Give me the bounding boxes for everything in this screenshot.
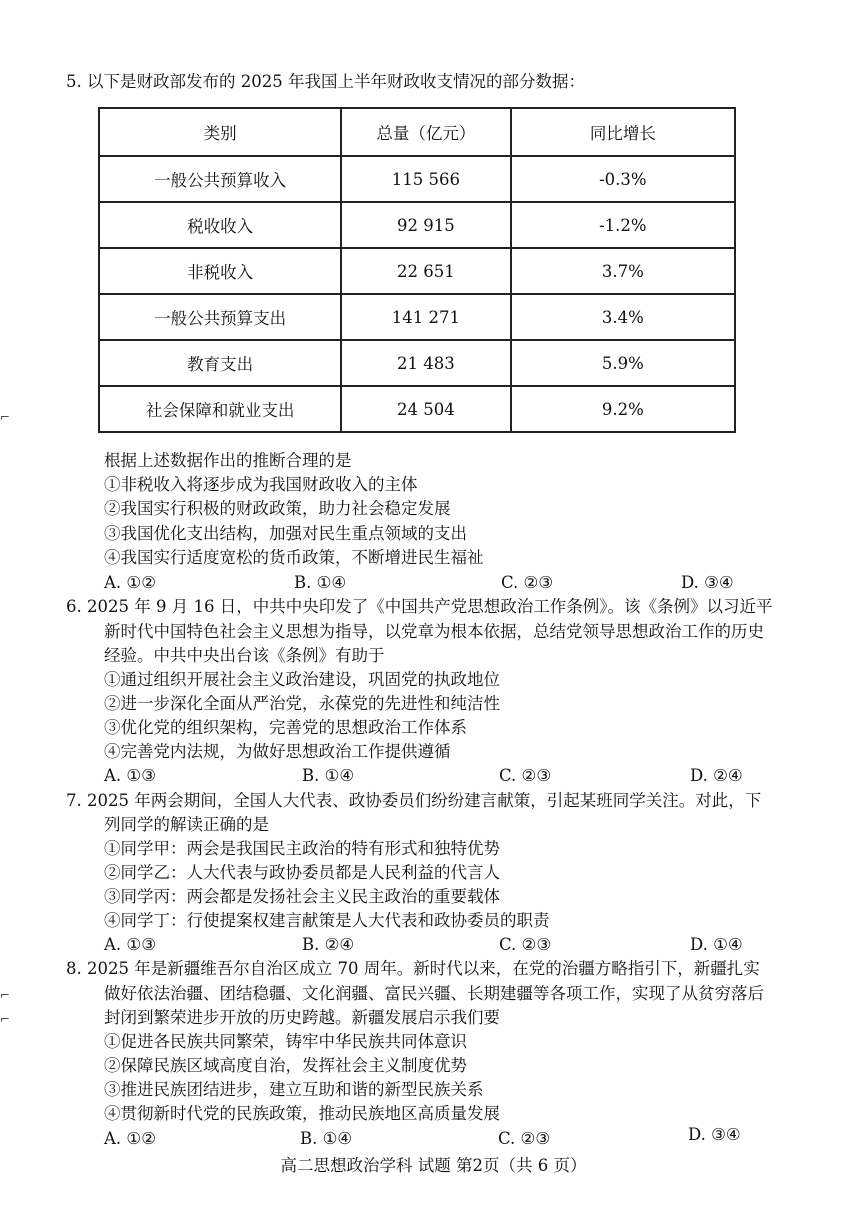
table-cell: 一般公共预算收入: [99, 156, 341, 202]
table-row: [99, 386, 735, 432]
table-cell: 教育支出: [99, 340, 341, 386]
q5-item: ④我国实行适度宽松的货币政策，不断增进民生福祉: [104, 548, 484, 567]
margin-mark: ⌐: [0, 1012, 11, 1026]
q8-option-c: C. ②③: [498, 1129, 551, 1148]
margin-mark: ⌐: [0, 988, 11, 1002]
table-row: [99, 202, 735, 248]
q8-item: ②保障民族区域高度自治，发挥社会主义制度优势: [104, 1056, 467, 1075]
table-cell: 21 483: [341, 340, 510, 386]
table-cell: 3.4%: [511, 294, 735, 340]
q7-option-d: D. ①④: [690, 935, 743, 954]
q8-item: ③推进民族团结进步，建立互助和谐的新型民族关系: [104, 1080, 484, 1099]
table-header: 同比增长: [511, 108, 735, 156]
q5-item: ②我国实行积极的财政政策，助力社会稳定发展: [104, 499, 451, 518]
table-cell: 24 504: [341, 386, 510, 432]
q8-stem-line: 封闭到繁荣进步开放的历史跨越。新疆发展启示我们要: [104, 1008, 500, 1027]
q6-item: ②进一步深化全面从严治党，永葆党的先进性和纯洁性: [104, 694, 500, 713]
q7-item: ④同学丁：行使提案权建言献策是人大代表和政协委员的职责: [104, 911, 550, 930]
q7-item: ②同学乙：人大代表与政协委员都是人民利益的代言人: [104, 863, 500, 882]
q6-option-c: C. ②③: [499, 766, 552, 785]
q8-option-b: B. ①④: [300, 1129, 353, 1148]
table-cell: 5.9%: [511, 340, 735, 386]
q6-item: ①通过组织开展社会主义政治建设，巩固党的执政地位: [104, 670, 500, 689]
table-cell: -0.3%: [511, 156, 735, 202]
margin-mark: ⌐: [0, 410, 11, 424]
table-cell: -1.2%: [511, 202, 735, 248]
q8-option-d: D. ③④: [688, 1125, 741, 1144]
q6-stem-line: 新时代中国特色社会主义思想为指导，以党章为根本依据，总结党领导思想政治工作的历史: [104, 622, 764, 641]
table-header: 总量（亿元）: [341, 108, 510, 156]
q5-option-d: D. ③④: [681, 573, 734, 592]
q8-stem-line: 8. 2025 年是新疆维吾尔自治区成立 70 周年。新时代以来，在党的治疆方略指引下，新疆扎实: [66, 959, 760, 978]
table-cell: 3.7%: [511, 248, 735, 294]
q8-item: ④贯彻新时代党的民族政策，推动民族地区高质量发展: [104, 1104, 500, 1123]
q6-stem-line: 6. 2025 年 9 月 16 日，中共中央印发了《中国共产党思想政治工作条例》。该《条例》以习近平: [66, 597, 773, 616]
table-row: [99, 294, 735, 340]
q5-stem: 5. 以下是财政部发布的 2025 年我国上半年财政收支情况的部分数据：: [66, 72, 585, 91]
table-row: [99, 248, 735, 294]
q5-option-b: B. ①④: [294, 573, 347, 592]
table-cell: 9.2%: [511, 386, 735, 432]
q7-item: ③同学丙：两会都是发扬社会主义民主政治的重要载体: [104, 887, 500, 906]
table-cell: 一般公共预算支出: [99, 294, 341, 340]
q5-option-c: C. ②③: [501, 573, 554, 592]
q7-option-b: B. ②④: [302, 935, 355, 954]
q6-item: ③优化党的组织架构，完善党的思想政治工作体系: [104, 718, 467, 737]
q7-stem-line: 7. 2025 年两会期间，全国人大代表、政协委员们纷纷建言献策，引起某班同学关注。对此，下: [66, 791, 762, 810]
table-cell: 92 915: [341, 202, 510, 248]
q5-item: ③我国优化支出结构，加强对民生重点领域的支出: [104, 524, 467, 543]
table-cell: 非税收入: [99, 248, 341, 294]
table-header: 类别: [99, 108, 341, 156]
table-cell: 税收收入: [99, 202, 341, 248]
q6-option-d: D. ②④: [690, 766, 743, 785]
q8-stem-line: 做好依法治疆、团结稳疆、文化润疆、富民兴疆、长期建疆等各项工作，实现了从贫穷落后: [104, 984, 764, 1003]
table-cell: 115 566: [341, 156, 510, 202]
q6-option-b: B. ①④: [302, 766, 355, 785]
q8-option-a: A. ①②: [104, 1129, 156, 1148]
page-footer: 高二思想政治学科 试题 第2页（共 6 页）: [280, 1156, 587, 1175]
q8-item: ①促进各民族共同繁荣，铸牢中华民族共同体意识: [104, 1032, 467, 1051]
table-cell: 22 651: [341, 248, 510, 294]
q6-option-a: A. ①③: [104, 766, 156, 785]
q7-option-a: A. ①③: [104, 935, 156, 954]
table-row: [99, 340, 735, 386]
q5-option-a: A. ①②: [104, 573, 156, 592]
table-cell: 141 271: [341, 294, 510, 340]
table-header-row: [99, 108, 735, 156]
q7-item: ①同学甲：两会是我国民主政治的特有形式和独特优势: [104, 839, 500, 858]
q7-stem-line: 列同学的解读正确的是: [104, 815, 269, 834]
table-cell: 社会保障和就业支出: [99, 386, 341, 432]
q7-option-c: C. ②③: [499, 935, 552, 954]
q6-item: ④完善党内法规，为做好思想政治工作提供遵循: [104, 742, 451, 761]
q5-prompt: 根据上述数据作出的推断合理的是: [104, 451, 352, 470]
q5-item: ①非税收入将逐步成为我国财政收入的主体: [104, 475, 418, 494]
q6-stem-line: 经验。中共中央出台该《条例》有助于: [104, 646, 385, 665]
table-row: [99, 156, 735, 202]
fiscal-data-table: [98, 107, 736, 433]
